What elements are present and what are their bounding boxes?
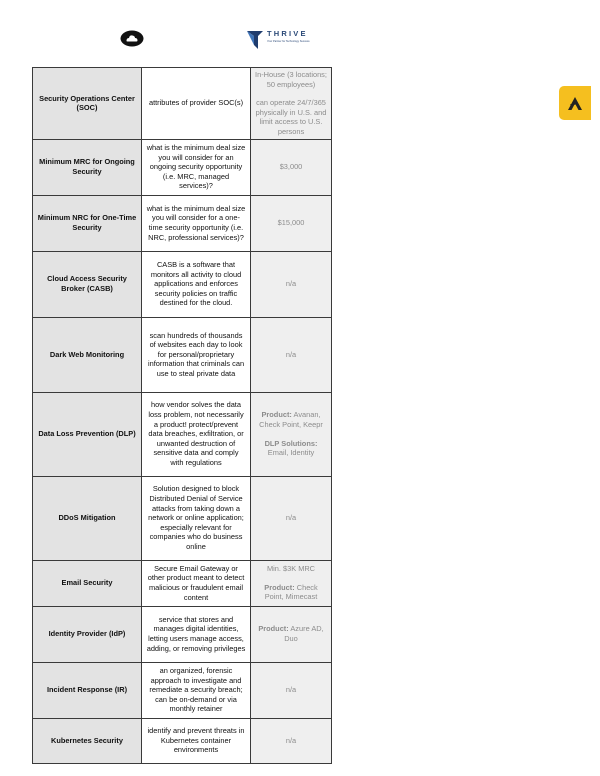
row-description: what is the minimum deal size you will consider for a one-time security opportunity (i.e. NRC, professional services)? xyxy=(142,195,251,251)
row-name: Incident Response (IR) xyxy=(33,662,142,718)
row-description: service that stores and manages digital identities, letting users manage access, adding, or removing privileges xyxy=(142,606,251,662)
table-row xyxy=(33,718,332,763)
row-description: attributes of provider SOC(s) xyxy=(142,68,251,140)
row-value: Product: Azure AD, Duo xyxy=(251,606,332,662)
row-value: n/a xyxy=(251,476,332,560)
row-description: scan hundreds of thousands of websites each day to look for personal/proprietary information that criminals can use to steal private data xyxy=(142,317,251,392)
table-row xyxy=(33,251,332,317)
row-name: DDoS Mitigation xyxy=(33,476,142,560)
row-name: Data Loss Prevention (DLP) xyxy=(33,392,142,476)
row-value: n/a xyxy=(251,662,332,718)
row-description: what is the minimum deal size you will consider for an ongoing security opportunity (i.e. MRC, managed services)? xyxy=(142,139,251,195)
table-row xyxy=(33,662,332,718)
row-value: In-House (3 locations; 50 employees) can operate 24/7/365 physically in U.S. and limit access to U.S. persons xyxy=(251,68,332,140)
row-value: $15,000 xyxy=(251,195,332,251)
row-name: Identity Provider (IdP) xyxy=(33,606,142,662)
thrive-tagline: Your Partner for Technology Success xyxy=(267,40,310,43)
row-description: how vendor solves the data loss problem, not necessarily a product! protect/prevent data breaches, exfiltration, or unwanted destruction of sensitive data and comply with regulations xyxy=(142,392,251,476)
row-name: Minimum NRC for One-Time Security xyxy=(33,195,142,251)
row-value: n/a xyxy=(251,317,332,392)
row-description: Solution designed to block Distributed Denial of Service attacks from taking down a network or online application; especially relevant for companies who do business online xyxy=(142,476,251,560)
row-description: CASB is a software that monitors all activity to cloud applications and enforces security policies on traffic destined for the cloud. xyxy=(142,251,251,317)
thrive-logo xyxy=(246,28,326,50)
row-name: Minimum MRC for Ongoing Security xyxy=(33,139,142,195)
row-description: Secure Email Gateway or other product meant to detect malicious or fraudulent email content xyxy=(142,560,251,606)
row-value: Product: Avanan, Check Point, Keepr DLP Solutions: Email, Identity xyxy=(251,392,332,476)
side-widget-button[interactable] xyxy=(559,86,591,120)
table-row xyxy=(33,560,332,606)
row-value: n/a xyxy=(251,251,332,317)
row-name: Security Operations Center (SOC) xyxy=(33,68,142,140)
cloud-logo-icon xyxy=(120,30,144,47)
table-row xyxy=(33,195,332,251)
row-value: n/a xyxy=(251,718,332,763)
row-description: identify and prevent threats in Kubernetes container environments xyxy=(142,718,251,763)
table-row xyxy=(33,317,332,392)
row-name: Kubernetes Security xyxy=(33,718,142,763)
row-name: Email Security xyxy=(33,560,142,606)
thrive-wordmark: THRIVE xyxy=(267,29,308,38)
row-name: Cloud Access Security Broker (CASB) xyxy=(33,251,142,317)
thrive-mark-icon xyxy=(246,28,264,50)
table-row xyxy=(33,68,332,140)
table-row xyxy=(33,476,332,560)
arrow-logo-icon xyxy=(568,97,582,110)
row-value: $3,000 xyxy=(251,139,332,195)
table-row xyxy=(33,392,332,476)
row-name: Dark Web Monitoring xyxy=(33,317,142,392)
row-description: an organized, forensic approach to investigate and remediate a security breach; can be on-demand or via monthly retainer xyxy=(142,662,251,718)
table-row xyxy=(33,606,332,662)
row-value: Min. $3K MRC Product: Check Point, Mimecast xyxy=(251,560,332,606)
security-capabilities-table xyxy=(32,67,332,764)
table-row xyxy=(33,139,332,195)
